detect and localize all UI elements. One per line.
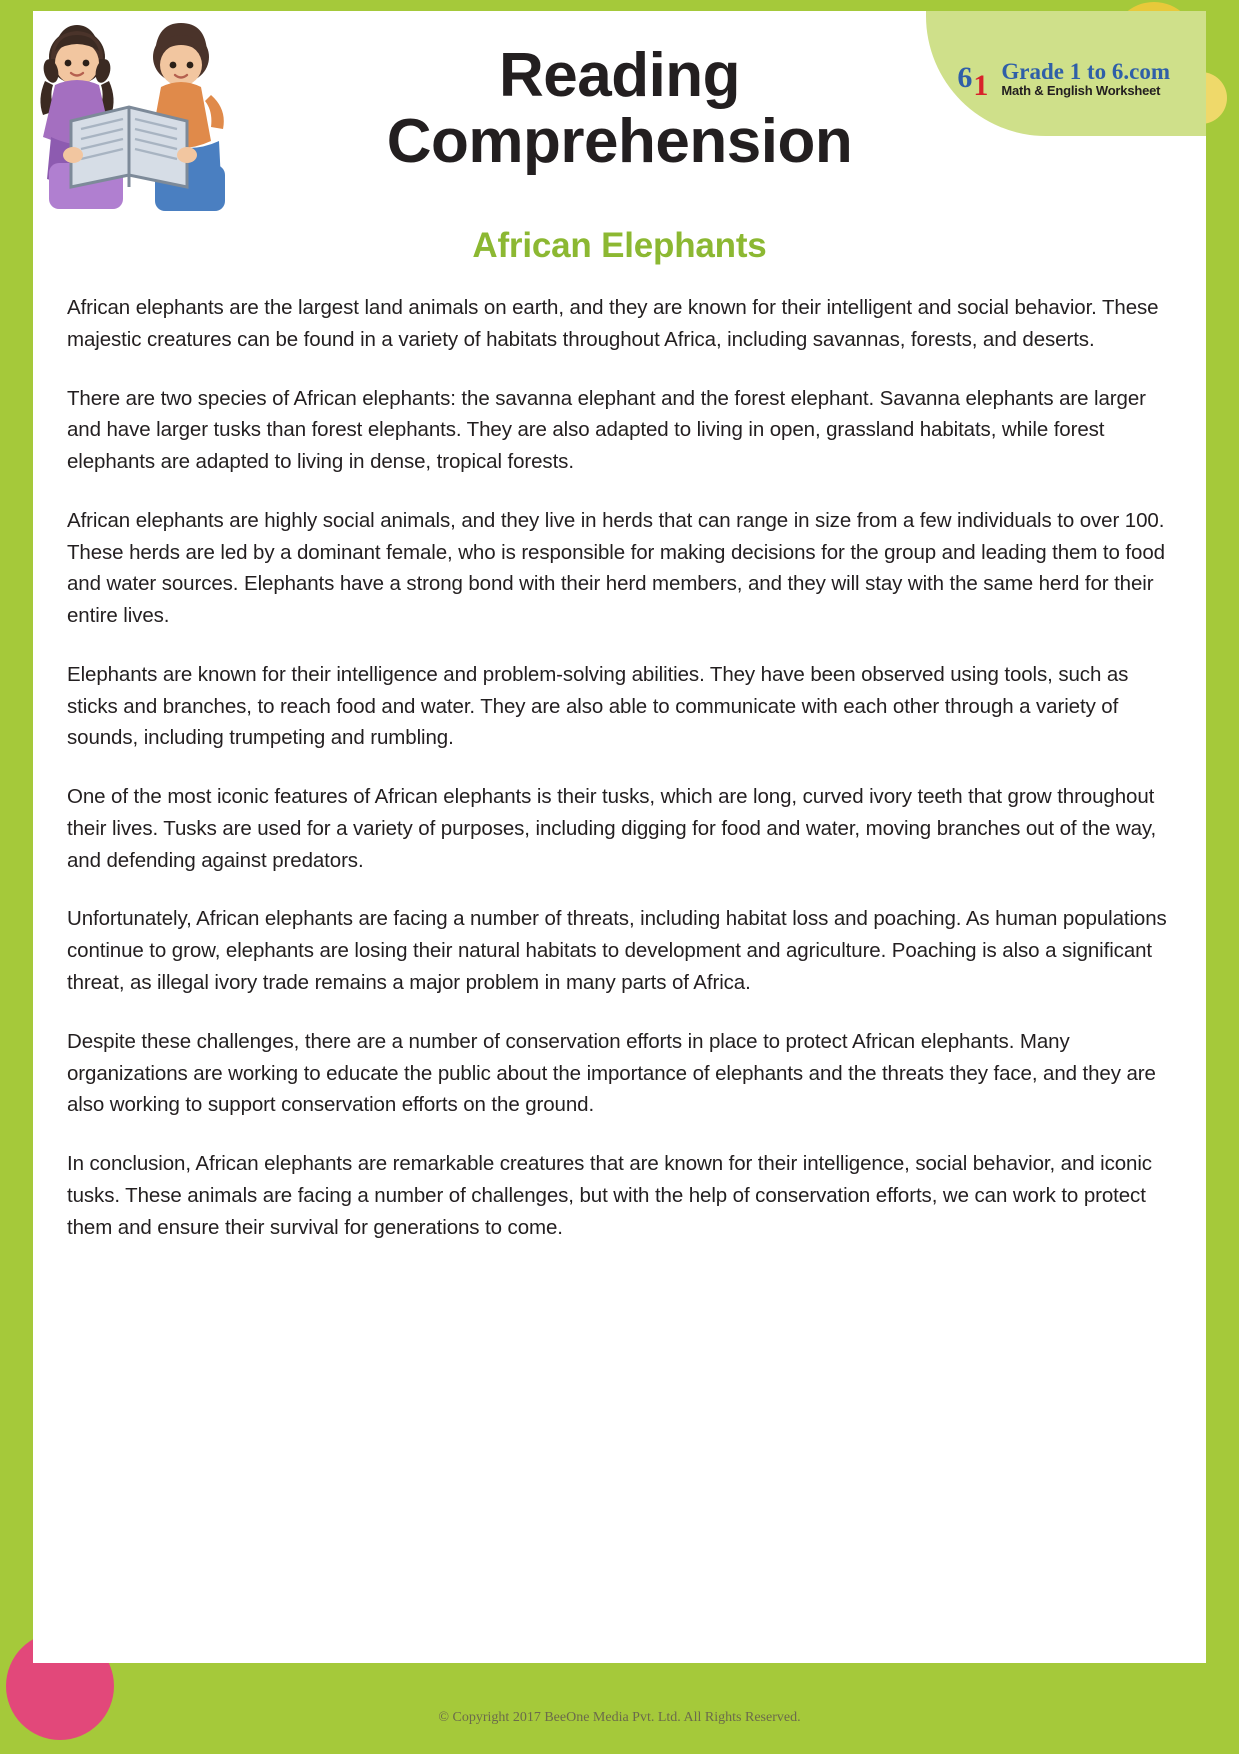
passage-paragraph: There are two species of African elephants: the savanna elephant and the forest elephant. Savanna elephants are larger and have larger tusks than forest elephants. They are also adapted to living in open, grassland habitats, while forest elephants are adapted to living in dense, tropical forests. bbox=[67, 386, 1146, 474]
page-title-line-2: Comprehension bbox=[386, 107, 853, 177]
badge-digit-six: 6 bbox=[957, 61, 973, 94]
passage-paragraph: One of the most iconic features of African elephants is their tusks, which are long, curved ivory teeth that grow throughout their lives. Tusks are used for a variety of purposes, including digging for food and water, moving branches out of the way, and defending against predators. bbox=[67, 785, 1157, 872]
worksheet-header bbox=[33, 11, 1206, 226]
passage-paragraph: Unfortunately, African elephants are facing a number of threats, including habitat loss and poaching. As human populations continue to grow, elephants are losing their natural habitats to development and agriculture. Poaching is also a significant threat, as illegal ivory trade remains a major problem in many parts of Africa. bbox=[67, 907, 1167, 995]
passage-paragraph: African elephants are highly social animals, and they live in herds that can range in size from a few individuals to over 100. These herds are led by a dominant female, who is responsible for making decisions for the group and leading them to food and water sources. Elephants have a strong bond with their herd members, and they will stay with the same herd for their entire lives. bbox=[67, 508, 1165, 628]
worksheet-subtitle: African Elephants bbox=[472, 226, 767, 265]
passage-paragraph: African elephants are the largest land animals on earth, and they are known for their intelligent and social behavior. These majestic creatures can be found in a variety of habitats throughout Africa, including savannas, forests, and deserts. bbox=[67, 296, 1159, 351]
passage-paragraph: In conclusion, African elephants are remarkable creatures that are known for their intelligence, social behavior, and iconic tusks. These animals are facing a number of challenges, but with the help of conservation efforts, we can work to protect them and ensure their survival for generations to come. bbox=[67, 1152, 1152, 1239]
passage-paragraph: Elephants are known for their intelligence and problem-solving abilities. They have been observed using tools, such as sticks and branches, to reach food and water. They are also able to communicate with each other through a variety of sounds, including trumpeting and rumbling. bbox=[67, 662, 1129, 750]
copyright-notice: © Copyright 2017 BeeOne Media Pvt. Ltd. All Rights Reserved. bbox=[438, 1710, 801, 1725]
brand-tagline: Math & English Worksheet bbox=[1001, 83, 1161, 99]
brand-name: Grade 1 to 6.com bbox=[1001, 59, 1170, 85]
badge-digit-one: 1 bbox=[973, 69, 989, 102]
page-title bbox=[33, 43, 1206, 176]
worksheet-sheet bbox=[33, 11, 1206, 1663]
reading-passage bbox=[33, 292, 1206, 1243]
page-title-line-1: Reading bbox=[498, 41, 741, 110]
passage-paragraph: Despite these challenges, there are a number of conservation efforts in place to protect African elephants. Many organizations are working to educate the public about the importance of elephants and the threats they face, and they are also working to support conservation efforts on the ground. bbox=[67, 1029, 1156, 1117]
